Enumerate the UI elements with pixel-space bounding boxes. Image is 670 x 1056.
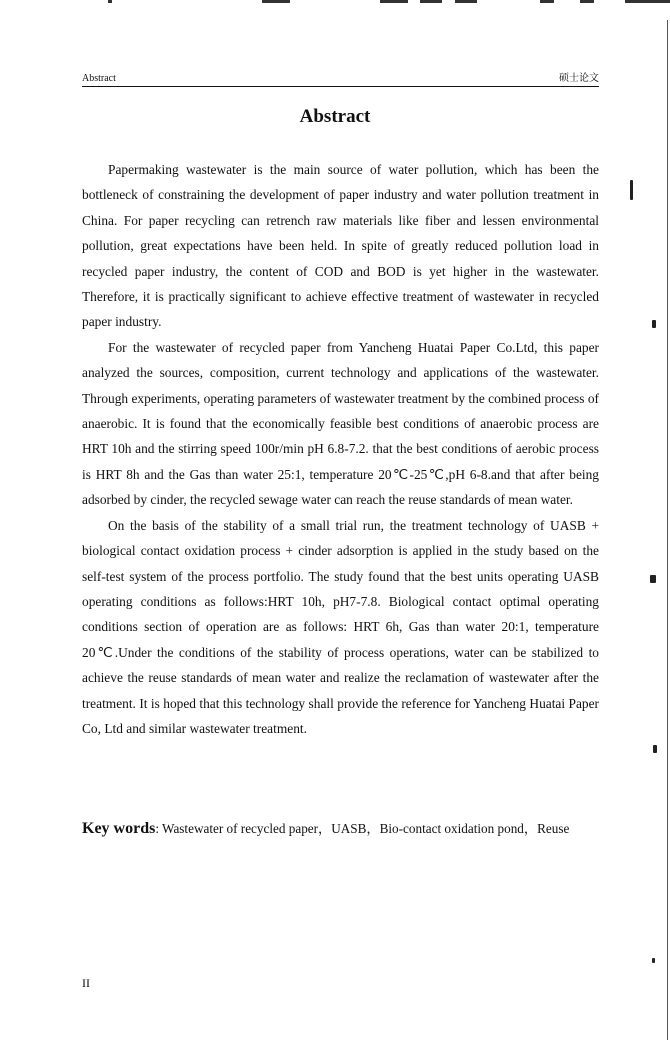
header-left: Abstract (82, 73, 116, 84)
page-title: Abstract (299, 106, 371, 127)
header-rule (82, 86, 599, 87)
paragraph-2: For the wastewater of recycled paper from Yancheng Huatai Paper Co.Ltd, this paper analyzed the sources, composition, current technology and applications of the wastewater. Through experiments, operating parameters of wastewater treatment by the combined process of anaerobic. It is found that the economically feasible best conditions of anaerobic process are HRT 10h and the stirring speed 100r/min pH 6.8-7.2. that the best conditions of aerobic process is HRT 8h and the Gas than water 25:1, temperature 20℃-25℃,pH 6-8.and that after being adsorbed by cinder, the recycled sewage water can reach the reuse standards of mean water. (82, 339, 599, 508)
header-right: 硕士论文 (559, 73, 599, 84)
scan-top-marks (0, 0, 670, 4)
paragraph-1: Papermaking wastewater is the main source of water pollution, which has been the bottleneck of constraining the development of paper industry and water pollution treatment in China. For paper recycling can retrench raw materials like fiber and lessen environmental pollution, great expectations have been held. In spite of greatly reduced pollution load in recycled paper industry, the content of COD and BOD is yet higher in the wastewater. Therefore, it is practically significant to achieve effective treatment of wastewater in recycled paper industry. (82, 162, 599, 330)
scan-speck (653, 745, 657, 753)
scan-speck (650, 575, 656, 583)
keywords-label: Key words (82, 820, 156, 837)
abstract-body (82, 157, 599, 741)
keywords-text: : Wastewater of recycled paper，UASB，Bio-contact oxidation pond，Reuse (155, 821, 570, 836)
keywords-line (82, 818, 630, 838)
running-header (82, 66, 599, 84)
scan-speck (652, 958, 655, 963)
scan-speck (630, 180, 633, 200)
paragraph-3: On the basis of the stability of a small trial run, the treatment technology of UASB + biological contact oxidation process + cinder adsorption is applied in the study based on the self-test system of the process portfolio. The study found that the best units operating UASB operating conditions as follows:HRT 10h, pH7-7.8. Biological contact optimal operating conditions section of operation are as follows: HRT 6h, Gas than water 20:1, temperature 20℃.Under the conditions of the stability of process operations, water can be stabilized to achieve the reuse standards of mean water and realize the reclamation of wastewater after the treatment. It is hoped that this technology shall provide the reference for Yancheng Huatai Paper Co, Ltd and similar wastewater treatment. (82, 517, 599, 736)
scan-speck (652, 320, 656, 328)
scan-right-edge (663, 20, 668, 1040)
page-number: II (82, 976, 90, 990)
